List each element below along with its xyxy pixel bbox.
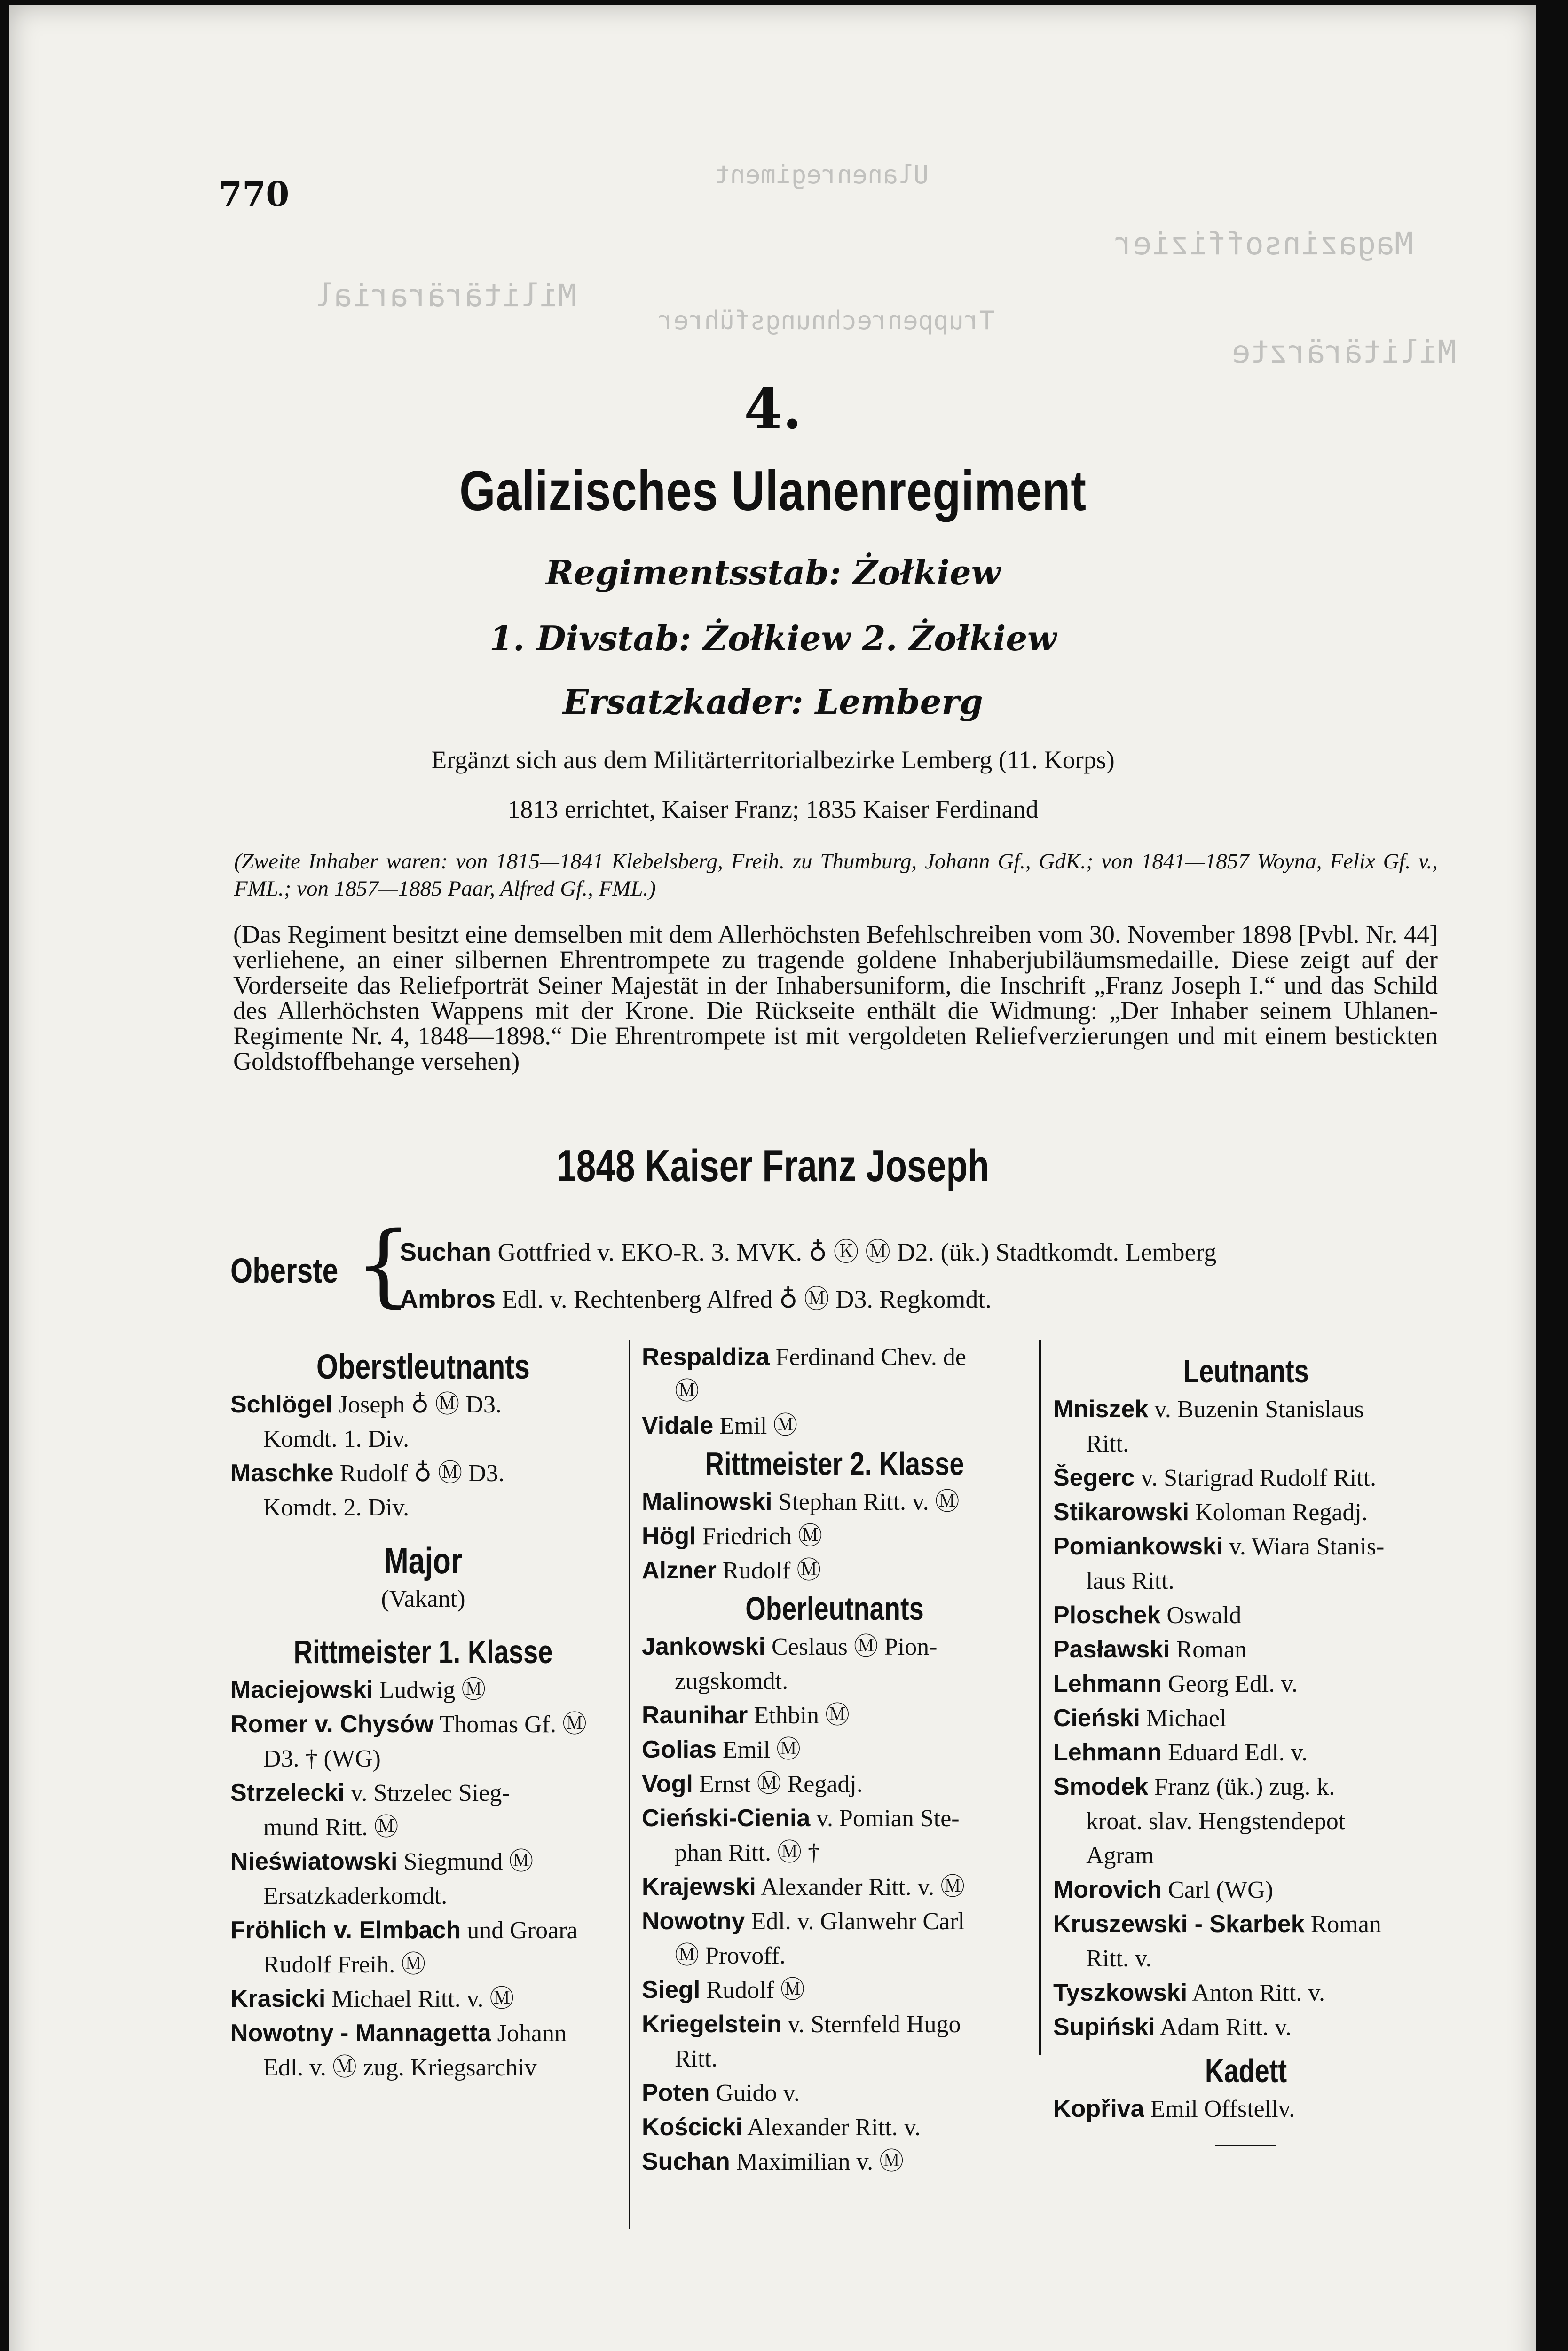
officer-entry [642, 1519, 1027, 1554]
officer-details: Georg Edl. v. [1168, 1671, 1298, 1697]
officer-details: Emil Offstellv. [1150, 2096, 1295, 2122]
end-rule [1215, 2145, 1276, 2146]
column-divider [629, 1340, 630, 2229]
officer-line [230, 2016, 616, 2051]
officer-name: Schlögel [230, 1391, 332, 1418]
officer-entry [1053, 1873, 1439, 1907]
officer-line [230, 1707, 616, 1742]
officer-name: Nieświatowski [230, 1848, 398, 1875]
officer-name: Poten [642, 2079, 710, 2106]
officer-line [230, 1913, 616, 1948]
officer-name: Raunihar [642, 1702, 748, 1729]
officer-entry [642, 2007, 1027, 2076]
officer-details: v. Starigrad Rudolf Ritt. [1141, 1465, 1377, 1491]
bleed-through-text: Ulanenregiment [715, 160, 929, 189]
officer-entry [642, 2110, 1027, 2145]
officer-entry [642, 1630, 1027, 1698]
officer-details: Roman [1310, 1911, 1381, 1938]
officer-subline: Komdt. 1. Div. [263, 1426, 410, 1452]
officer-entry [642, 1554, 1027, 1588]
officer-name: Krasicki [230, 1985, 326, 2012]
officer-name: Stikarowski [1053, 1499, 1190, 1526]
officer-name: Högl [642, 1523, 696, 1550]
oberste-row-2 [400, 1279, 992, 1315]
regiment-paragraph: (Das Regiment besitzt eine demselben mit dem Allerhöchsten Befehlschreiben vom 30. November 1898 [Pvbl. Nr. 44] verliehene, an einer silbernen Ehrentrompete zu tragende goldene Inhaberjubiläumsmedaille. Diese zeigt auf der Vorderseite das Reliefporträt Seiner Majestät in der Inhabersuniform, die Inschrift „Franz Joseph I.“ und das Schild des Allerhöchsten Wappens mit der Krone. Die Rückseite enthält die Widmung: „Der Inhaber seinem Uhlanen-Regimente Nr. 4, 1848—1898.“ Die Ehrentrompete ist mit vergoldeten Reliefverzierungen und mit einem bestickten Goldstoffbehange versehen) [233, 920, 1438, 1075]
officer-details: Ferdinand Chev. de [775, 1344, 966, 1371]
major-vakant: (Vakant) [381, 1586, 465, 1612]
officer-name: Nowotny - Mannagetta [230, 2020, 491, 2047]
leutnants-list [1053, 1392, 1439, 2044]
officer-entry [642, 2145, 1027, 2179]
kadett-list [1053, 2092, 1439, 2126]
officer-details: Friedrich Ⓜ [702, 1523, 823, 1550]
officer-entry [1053, 1736, 1439, 1770]
officer-details: Gottfried v. EKO-R. 3. MVK. ♁ Ⓚ Ⓜ D2. (ük.) Stadtkomdt. Lemberg [497, 1238, 1217, 1266]
rittmeister2-heading: Rittmeister 2. Klasse [705, 1445, 964, 1482]
officer-line [642, 1409, 1027, 1443]
officer-entry [230, 2016, 616, 2085]
officer-details: v. Strzelec Sieg- [350, 1780, 510, 1807]
officer-name: Vidale [642, 1412, 714, 1439]
officer-details: Rudolf ♁ Ⓜ D3. [339, 1460, 504, 1487]
officer-entry [642, 1801, 1027, 1870]
officer-entry [642, 1904, 1027, 1973]
officer-entry [642, 1870, 1027, 1904]
officer-details: Ernst Ⓜ Regadj. [699, 1771, 863, 1798]
officer-details: Ceslaus Ⓜ Pion- [772, 1633, 938, 1660]
officer-name: Maciejowski [230, 1676, 373, 1704]
page-number: 770 [219, 174, 290, 214]
officer-entry [642, 1733, 1027, 1767]
officer-name: Pomiankowski [1053, 1533, 1223, 1560]
officer-details: Stephan Ritt. v. Ⓜ [778, 1489, 960, 1515]
officer-details: Ludwig Ⓜ [379, 1677, 486, 1704]
officer-line [642, 2145, 1027, 2179]
officer-details: v. Pomian Ste- [816, 1805, 960, 1832]
divstab: 1. Divstab: Żołkiew 2. Żołkiew [489, 618, 1057, 658]
officer-subline: Ersatzkaderkomdt. [263, 1883, 448, 1909]
officer-name: Romer v. Chysów [230, 1711, 434, 1738]
oberleutnants-heading: Oberleutnants [745, 1590, 924, 1627]
officer-subline: phan Ritt. Ⓜ † [675, 1839, 820, 1866]
officer-entry [230, 1456, 616, 1525]
officer-line [230, 1776, 616, 1810]
officer-line [230, 1456, 616, 1491]
rittmeister1-heading: Rittmeister 1. Klasse [293, 1633, 553, 1670]
officer-line [642, 1801, 1027, 1836]
officer-line [230, 1982, 616, 2016]
officer-entry [1053, 1907, 1439, 1976]
officer-name: Cieński [1053, 1704, 1140, 1732]
officer-name: Cieński-Cienia [642, 1805, 811, 1832]
officer-line [1053, 1667, 1439, 1701]
officer-line [1053, 2092, 1439, 2126]
officer-entry [230, 1913, 616, 1982]
right-column [1053, 1340, 1439, 2146]
ersatzkader: Ersatzkader: Lemberg [563, 682, 983, 722]
oberste-row-1 [400, 1232, 1216, 1268]
officer-line [230, 1673, 616, 1707]
officer-subline: zugskomdt. [675, 1668, 788, 1695]
oberstleutnants-heading: Oberstleutnants [316, 1347, 530, 1386]
officer-name: Respaldiza [642, 1343, 770, 1371]
officer-line [1053, 1598, 1439, 1633]
rittmeister2-list [642, 1485, 1027, 1588]
officer-name: Kruszewski - Skarbek [1053, 1910, 1305, 1938]
officer-line [642, 1554, 1027, 1588]
officer-details: Ethbin Ⓜ [754, 1702, 850, 1729]
officer-subline: D3. † (WG) [263, 1745, 381, 1772]
officer-line [642, 2110, 1027, 2145]
officer-entry [642, 1409, 1027, 1443]
officer-details: Anton Ritt. v. [1192, 1980, 1325, 2006]
officer-entry [230, 1388, 616, 1456]
officer-subline: kroat. slav. Hengstendepot [1086, 1808, 1346, 1835]
officer-name: Suchan [400, 1238, 492, 1266]
officer-details: Carl (WG) [1168, 1877, 1273, 1903]
brace-icon: { [355, 1213, 412, 1317]
officer-name: Kriegelstein [642, 2011, 782, 2038]
officer-name: Morovich [1053, 1876, 1162, 1903]
officer-line [1053, 1633, 1439, 1667]
regimentsstab: Regimentsstab: Żołkiew [545, 552, 1001, 592]
officer-name: Ambros [400, 1285, 496, 1313]
officer-details: Alexander Ritt. v. Ⓜ [760, 1874, 965, 1901]
officer-line [1053, 1701, 1439, 1736]
officer-subline: Ritt. [675, 2045, 718, 2072]
bleed-through-text: Militärärzte [1232, 334, 1456, 370]
major-heading: Major [384, 1540, 463, 1581]
officer-details: Roman [1176, 1636, 1247, 1663]
officer-name: Malinowski [642, 1488, 772, 1515]
officer-subline: Agram [1086, 1842, 1154, 1869]
officer-subline: Rudolf Freih. Ⓜ [263, 1951, 426, 1978]
officer-subline: Ⓜ [675, 1378, 700, 1405]
officer-entry [642, 1698, 1027, 1733]
officer-line [1053, 1530, 1439, 1564]
kadett-heading: Kadett [1205, 2052, 1287, 2089]
officer-entry [1053, 1770, 1439, 1838]
officer-name: Maschke [230, 1460, 334, 1487]
officer-line [1053, 1873, 1439, 1907]
officer-subline: mund Ritt. Ⓜ [263, 1814, 399, 1841]
officer-line [1053, 1495, 1439, 1530]
officer-entry [230, 1845, 616, 1913]
bleed-through-text: Magazinsoffizier [1114, 226, 1413, 262]
officer-line [1053, 1907, 1439, 1941]
officer-entry [642, 1973, 1027, 2007]
officer-name: Nowotny [642, 1908, 745, 1935]
officer-subline: laus Ritt. [1086, 1568, 1174, 1594]
bleed-through-text: Truppenrechnungsführer [658, 306, 995, 335]
column-divider [1039, 1340, 1041, 2055]
officer-name: Golias [642, 1736, 717, 1763]
officer-details: Adam Ritt. v. [1159, 2014, 1292, 2041]
officer-subline: Komdt. 2. Div. [263, 1494, 410, 1521]
middle-top-list [642, 1340, 1027, 1443]
officer-entry [1053, 1598, 1439, 1633]
officer-entry [1053, 1461, 1439, 1495]
officer-line [642, 1870, 1027, 1904]
officer-name: Kopřiva [1053, 2095, 1144, 2122]
officer-name: Smodek [1053, 1773, 1149, 1800]
officer-line [642, 1973, 1027, 2007]
officer-details: Rudolf Ⓜ [706, 1977, 805, 2004]
officer-name: Supiński [1053, 2013, 1155, 2041]
officer-name: Kościcki [642, 2114, 742, 2141]
officer-line [642, 1340, 1027, 1374]
regiment-number: 4. [744, 376, 802, 442]
officer-name: Strzelecki [230, 1779, 345, 1807]
erganzung-text: Ergänzt sich aus dem Militärterritorialbezirke Lemberg (11. Korps) [431, 746, 1115, 774]
officer-line [1053, 1736, 1439, 1770]
officer-line [642, 1733, 1027, 1767]
officer-details: Siegmund Ⓜ [403, 1848, 534, 1875]
officer-line [1053, 1976, 1439, 2010]
officer-name: Šegerc [1053, 1464, 1135, 1491]
officer-line [230, 1388, 616, 1422]
officer-name: Siegl [642, 1976, 701, 2004]
oberste-label: Oberste [230, 1251, 339, 1290]
officer-details: Emil Ⓜ [719, 1412, 798, 1439]
officer-details: Eduard Edl. v. [1168, 1739, 1308, 1766]
officer-line [642, 1904, 1027, 1939]
officer-entry [230, 1982, 616, 2016]
officer-line [642, 1519, 1027, 1554]
officer-details: Franz (ük.) zug. k. [1154, 1774, 1335, 1800]
officer-name: Vogl [642, 1770, 693, 1798]
officer-details: v. Buzenin Stanislaus [1154, 1396, 1364, 1423]
officer-entry [1053, 1495, 1439, 1530]
officer-name: Lehmann [1053, 1670, 1162, 1697]
officer-entry [1053, 1976, 1439, 2010]
officer-name: Tyszkowski [1053, 1979, 1188, 2006]
officer-entry [642, 2076, 1027, 2110]
officer-entry [642, 1485, 1027, 1519]
document-page [9, 5, 1536, 2351]
officer-name: Alzner [642, 1557, 717, 1584]
officer-entry [1053, 1701, 1439, 1736]
rittmeister1-list [230, 1673, 616, 2085]
oberleutnants-list [642, 1630, 1027, 2179]
officer-entry [230, 1673, 616, 1707]
officer-subline: Ritt. [1086, 1430, 1129, 1457]
officer-details: Emil Ⓜ [722, 1736, 801, 1763]
officer-subline: Ritt. v. [1086, 1945, 1152, 1972]
officer-entry [230, 1776, 616, 1845]
officer-line [1053, 1392, 1439, 1427]
officer-line [642, 2007, 1027, 2042]
leutnants-heading: Leutnants [1183, 1353, 1309, 1389]
officer-line [642, 2076, 1027, 2110]
regiment-title: Galizisches Ulanenregiment [459, 459, 1087, 522]
officer-details: Alexander Ritt. v. [747, 2114, 921, 2141]
officer-entry [230, 1707, 616, 1776]
officer-details: Michael [1146, 1705, 1227, 1732]
inhaber-heading: 1848 Kaiser Franz Joseph [557, 1141, 989, 1191]
officer-line [230, 1845, 616, 1879]
officer-line [642, 1630, 1027, 1664]
officer-line [1053, 1461, 1439, 1495]
officer-name: Jankowski [642, 1633, 766, 1660]
errichtung-text: 1813 errichtet, Kaiser Franz; 1835 Kaiser Ferdinand [507, 795, 1039, 823]
officer-entry [1053, 1838, 1439, 1873]
officer-entry [642, 1340, 1027, 1409]
officer-name: Lehmann [1053, 1739, 1162, 1766]
officer-entry [1053, 1530, 1439, 1598]
officer-details: Guido v. [716, 2080, 800, 2106]
officer-details: Joseph ♁ Ⓜ D3. [338, 1391, 502, 1418]
officer-details: Rudolf Ⓜ [722, 1557, 821, 1584]
officer-entry [1053, 1633, 1439, 1667]
officer-subline: Ⓜ Provoff. [675, 1942, 786, 1969]
officer-entry [1053, 2010, 1439, 2044]
middle-column [642, 1340, 1027, 2179]
officer-details: Edl. v. Glanwehr Carl [751, 1908, 965, 1935]
officer-name: Fröhlich v. Elmbach [230, 1917, 461, 1944]
left-column [230, 1340, 616, 2085]
oberstleutnants-list [230, 1388, 616, 1525]
officer-entry [1053, 1667, 1439, 1701]
bleed-through-text: Militärärarial [315, 277, 577, 314]
officer-line [642, 1767, 1027, 1801]
officer-details: Maximilian v. Ⓜ [736, 2148, 904, 2175]
officer-entry [642, 1767, 1027, 1801]
zweite-inhaber-note: (Zweite Inhaber waren: von 1815—1841 Klebelsberg, Freih. zu Thumburg, Johann Gf., GdK.; von 1841—1857 Woyna, Felix Gf. v., FML.; von 1857—1885 Paar, Alfred Gf., FML.) [234, 849, 1438, 901]
officer-entry [1053, 1392, 1439, 1461]
officer-entry [1053, 2092, 1439, 2126]
officer-line [642, 1485, 1027, 1519]
officer-details: Thomas Gf. Ⓜ [439, 1711, 587, 1738]
officer-line [642, 1698, 1027, 1733]
officer-line [1053, 1770, 1439, 1804]
officer-details: Johann [497, 2020, 567, 2047]
officer-name: Ploschek [1053, 1602, 1161, 1629]
officer-details: und Groara [467, 1917, 578, 1944]
officer-name: Pasławski [1053, 1636, 1170, 1663]
officer-details: Michael Ritt. v. Ⓜ [331, 1986, 514, 2012]
officer-line [1053, 2010, 1439, 2044]
officer-details: Edl. v. Rechtenberg Alfred ♁ Ⓜ D3. Regkomdt. [502, 1285, 992, 1313]
officer-details: Koloman Regadj. [1195, 1499, 1368, 1526]
officer-details: Oswald [1166, 1602, 1242, 1629]
officer-name: Krajewski [642, 1873, 756, 1901]
officer-details: v. Wiara Stanis- [1229, 1533, 1385, 1560]
officer-name: Mniszek [1053, 1396, 1149, 1423]
officer-name: Suchan [642, 2148, 730, 2175]
officer-details: v. Sternfeld Hugo [788, 2011, 961, 2038]
officer-subline: Edl. v. Ⓜ zug. Kriegsarchiv [263, 2054, 537, 2081]
